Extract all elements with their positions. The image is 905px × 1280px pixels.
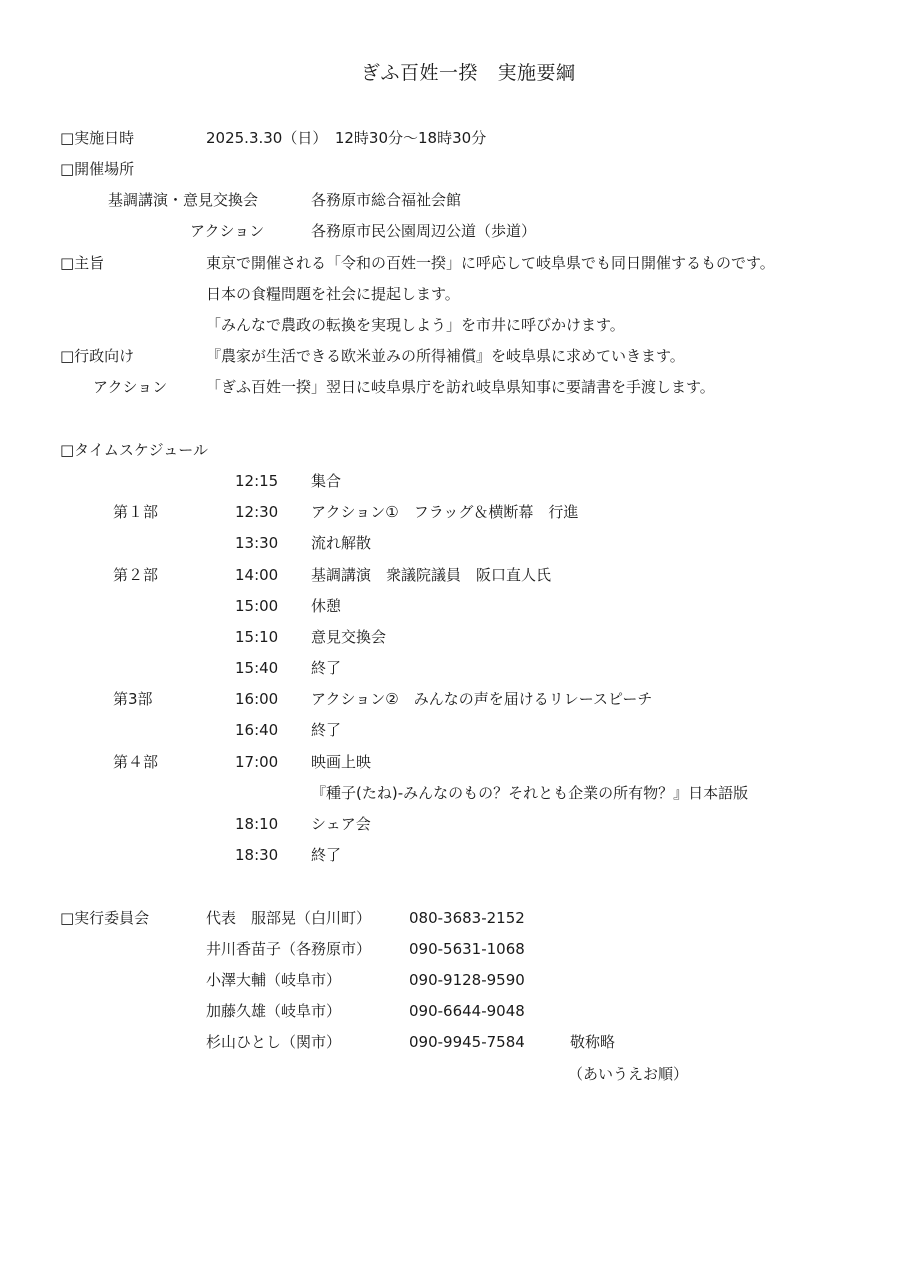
venue-label: □開催場所 [60,160,135,178]
schedule-item: シェア会 [311,815,371,833]
schedule-item: アクション① フラッグ＆横断幕 行進 [311,503,579,521]
venue-event-name: 基調講演・意見交換会 [108,191,259,209]
purpose-line: 日本の食糧問題を社会に提起します。 [206,285,460,303]
admin-line: 『農家が生活できる欧米並みの所得補償』を岐阜県に求めていきます。 [206,347,685,365]
schedule-part: 第3部 [113,690,153,708]
schedule-item: アクション② みんなの声を届けるリレースピーチ [311,690,653,708]
schedule-time: 12:15 [235,472,279,490]
purpose-line: 東京で開催される「令和の百姓一揆」に呼応して岐阜県でも同日開催するものです。 [206,254,775,272]
member-name: 加藤久雄（岐阜市） [206,1002,342,1020]
committee-label: □実行委員会 [60,909,150,927]
schedule-item: 流れ解散 [311,534,372,552]
venue-event-name: アクション [190,222,265,240]
schedule-item: 集合 [311,472,342,490]
schedule-item: 映画上映 [311,753,372,771]
admin-label: □行政向け [60,347,135,365]
schedule-label: □タイムスケジュール [60,441,208,459]
member-phone: 090-9945-7584 [409,1033,525,1051]
purpose-label: □主旨 [60,254,105,272]
schedule-time: 15:40 [235,659,279,677]
schedule-item: 意見交換会 [311,628,387,646]
schedule-time: 15:00 [235,597,279,615]
schedule-item: 基調講演 衆議院議員 阪口直人氏 [311,566,552,584]
schedule-time: 16:40 [235,721,279,739]
schedule-part: 第４部 [113,753,159,771]
member-phone: 080-3683-2152 [409,909,525,927]
date-label: □実施日時 [60,129,135,147]
schedule-item: 終了 [311,721,342,739]
admin-action-label: アクション [93,378,168,396]
schedule-part: 第２部 [113,566,159,584]
purpose-line: 「みんなで農政の転換を実現しよう」を市井に呼びかけます。 [206,316,625,334]
schedule-item: 『種子(たね)-みんなのもの？それとも企業の所有物？』日本語版 [311,784,749,802]
venue-place: 各務原市総合福祉会館 [311,191,462,209]
schedule-time: 13:30 [235,534,279,552]
venue-place: 各務原市民公園周辺公道（歩道） [311,222,537,240]
schedule-item: 終了 [311,846,342,864]
schedule-time: 12:30 [235,503,279,521]
schedule-time: 16:00 [235,690,279,708]
admin-line: 「ぎふ百姓一揆」翌日に岐阜県庁を訪れ岐阜県知事に要請書を手渡します。 [206,378,715,396]
member-phone: 090-6644-9048 [409,1002,525,1020]
order-note: （あいうえお順） [568,1065,689,1083]
member-name: 井川香苗子（各務原市） [206,940,372,958]
schedule-time: 18:30 [235,846,279,864]
schedule-time: 15:10 [235,628,279,646]
member-phone: 090-5631-1068 [409,940,525,958]
member-name: 杉山ひとし（関市） [206,1033,342,1051]
schedule-time: 17:00 [235,753,279,771]
member-name: 代表 服部晃（白川町） [206,909,372,927]
schedule-item: 終了 [311,659,342,677]
member-phone: 090-9128-9590 [409,971,525,989]
schedule-time: 18:10 [235,815,279,833]
schedule-item: 休憩 [311,597,342,615]
schedule-time: 14:00 [235,566,279,584]
document-title: ぎふ百姓一揆 実施要綱 [361,62,576,84]
honorific-note: 敬称略 [570,1033,616,1051]
date-value: 2025.3.30（日） 12時30分～18時30分 [206,129,487,147]
schedule-part: 第１部 [113,503,159,521]
member-name: 小澤大輔（岐阜市） [206,971,342,989]
